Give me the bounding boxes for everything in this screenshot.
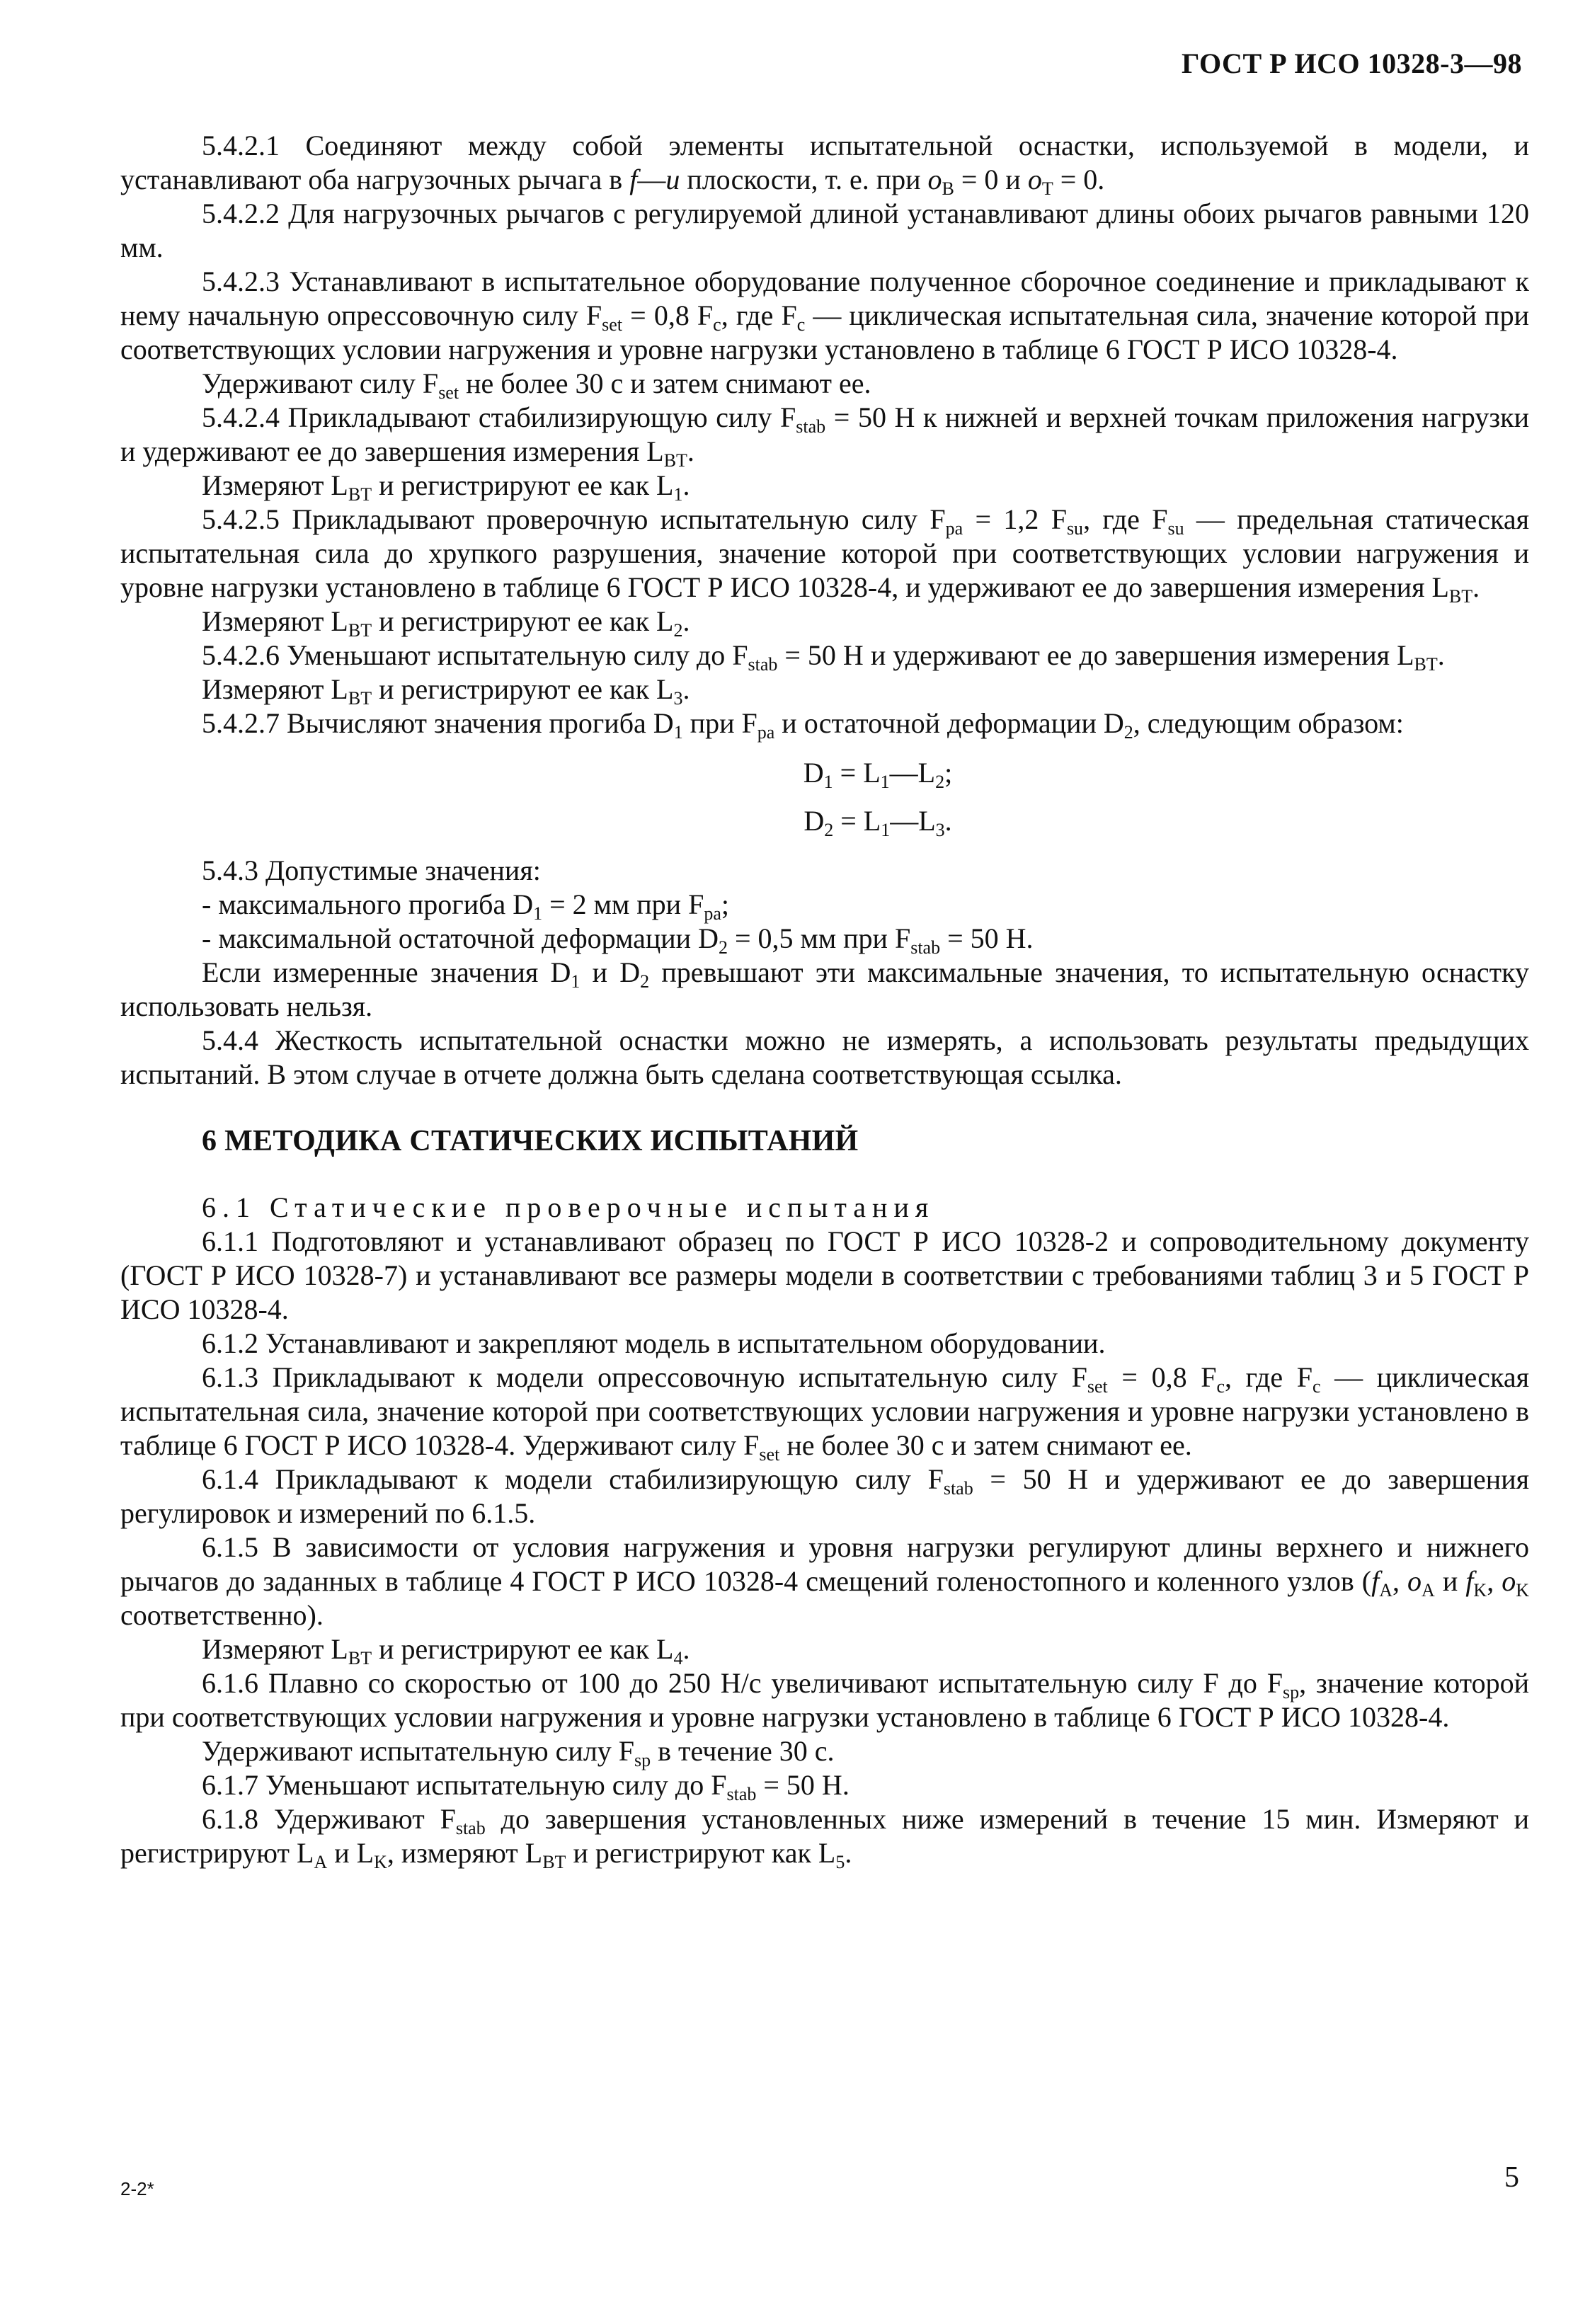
paragraph-hold-fset: Удерживают силу $F_{set}$ не более 30 с и затем снимают ее.	[202, 367, 871, 403]
paragraph-hold-fsp: Удерживают испытательную силу $F_{sp}$ в течение 30 с.	[202, 1735, 835, 1770]
paragraph-5-4-2-7: 5.4.2.7 Вычисляют значения прогиба $D_1$ при $F_{pa}$ и остаточной деформации $D_2$, следующим образом:	[202, 707, 1404, 743]
section-heading-6: 6 МЕТОДИКА СТАТИЧЕСКИХ ИСПЫТАНИЙ	[202, 1125, 859, 1157]
subsection-title-6-1: 6.1 Статические проверочные испытания	[202, 1191, 935, 1223]
paragraph-6-1-7: 6.1.7 Уменьшают испытательную силу до $F_{stab} = 50$ Н.	[202, 1769, 850, 1804]
formula-d1: $D_1$ = $L_1—L_2$;	[803, 757, 953, 792]
document-body	[120, 129, 1529, 1870]
paragraph-measure-l1: Измеряют $L_{BT}$ и регистрируют ее как $L_1$.	[202, 469, 690, 505]
paragraph-6-1-5: 6.1.5 В зависимости от условия нагружения и уровня нагрузки регулируют длины верхнего и нижнего рычагов до заданных в таблице 4 ГОСТ Р ИСО 10328-4 смещений голеностопного и коленного узлов ($f_A$, $o_A$ и $f_K$, $o_K$ соответственно).	[120, 1531, 1530, 1631]
list-item-max-residual-deformation: - максимальной остаточной деформации $D_2 = 0,5$ мм при $F_{stab} = 50$ Н.	[202, 922, 1034, 958]
paragraph-5-4-2-3: 5.4.2.3 Устанавливают в испытательное оборудование полученное сборочное соединение и прикладывают к нему начальную опрессовочную силу $F_{set} = 0,8$ $F_c$, где $F_c$ — циклическая испытательная сила, значение которой при соответствующих условии нагружения и уровне нагрузки установлено в таблице 6 ГОСТ Р ИСО 10328-4.	[120, 265, 1529, 365]
page-number: 5	[1504, 2161, 1519, 2194]
paragraph-6-1-6: 6.1.6 Плавно со скоростью от 100 до 250 Н/с увеличивают испытательную силу F до $F_{sp}$, значение которой при соответствующих условии нагружения и уровне нагрузки установлено в таблице 6 ГОСТ Р ИСО 10328-4.	[120, 1667, 1529, 1733]
paragraph-5-4-2-1: 5.4.2.1 Соединяют между собой элементы испытательной оснастки, используемой в модели, и устанавливают оба нагрузочных рычага в f—u плоскости, т. е. при $o_B = 0$ и $o_T = 0$.	[120, 130, 1529, 199]
paragraph-exceed-limits: Если измеренные значения $D_1$ и $D_2$ превышают эти максимальные значения, то испытательную оснастку использовать нельзя.	[120, 956, 1530, 1022]
paragraph-measure-l3: Измеряют $L_{BT}$ и регистрируют ее как $L_3$.	[202, 673, 690, 709]
paragraph-5-4-4: 5.4.4 Жесткость испытательной оснастки можно не измерять, а использовать результаты предыдущих испытаний. В этом случае в отчете должна быть сделана соответствующая ссылка.	[120, 1024, 1529, 1090]
paragraph-6-1-1: 6.1.1 Подготовляют и устанавливают образец по ГОСТ Р ИСО 10328-2 и сопроводительному документу (ГОСТ Р ИСО 10328-7) и устанавливают все размеры модели в соответствии с требованиями таблиц 3 и 5 ГОСТ Р ИСО 10328-4.	[120, 1225, 1529, 1325]
paragraph-5-4-2-2: 5.4.2.2 Для нагрузочных рычагов с регулируемой длиной устанавливают длины обоих рычагов равными 120 мм.	[120, 198, 1529, 263]
list-item-max-deflection: - максимального прогиба $D_1 = 2$ мм при $F_{pa}$;	[202, 888, 730, 924]
paragraph-5-4-2-5: 5.4.2.5 Прикладывают проверочную испытательную силу $F_{pa} = 1,2$ $F_{su}$, где $F_{su}$ — предельная статическая испытательная сила до хрупкого разрушения, значение которой при соответствующих условии нагружения и уровне нагрузки установлено в таблице 6 ГОСТ Р ИСО 10328-4, и удерживают ее до завершения измерения $L_{BT}$.	[120, 503, 1529, 607]
paragraph-6-1-8: 6.1.8 Удерживают $F_{stab}$ до завершения установленных ниже измерений в течение 15 мин. Измеряют и регистрируют $L_A$ и $L_K$, измеряют $L_{BT}$ и регистрируют как $L_5$.	[120, 1803, 1530, 1872]
paragraph-6-1-2: 6.1.2 Устанавливают и закрепляют модель в испытательном оборудовании.	[202, 1327, 1106, 1359]
footer-signature-mark: 2-2*	[120, 2178, 154, 2199]
paragraph-5-4-2-6: 5.4.2.6 Уменьшают испытательную силу до $F_{stab} = 50$ Н и удерживают ее до завершения измерения $L_{BT}$.	[202, 639, 1445, 675]
paragraph-measure-l4: Измеряют $L_{BT}$ и регистрируют ее как $L_4$.	[202, 1633, 690, 1668]
paragraph-measure-l2: Измеряют $L_{BT}$ и регистрируют ее как $L_2$.	[202, 605, 690, 641]
formula-d2: $D_2$ = $L_1—L_3$.	[803, 805, 952, 840]
paragraph-6-1-3: 6.1.3 Прикладывают к модели опрессовочную испытательную силу $F_{set} = 0,8$ $F_c$, где $F_c$ — циклическая испытательная сила, значение которой при соответствующих условии нагружения и уровне нагрузки установлено в таблице 6 ГОСТ Р ИСО 10328-4. Удерживают силу $F_{set}$ не более 30 с и затем снимают ее.	[120, 1361, 1530, 1465]
paragraph-5-4-2-4: 5.4.2.4 Прикладывают стабилизирующую силу $F_{stab} = 50$ Н к нижней и верхней точкам приложения нагрузки и удерживают ее до завершения измерения $L_{BT}$.	[120, 401, 1529, 471]
paragraph-6-1-4: 6.1.4 Прикладывают к модели стабилизирующую силу $F_{stab} = 50$ Н и удерживают ее до завершения регулировок и измерений по 6.1.5.	[120, 1463, 1529, 1529]
paragraph-5-4-3: 5.4.3 Допустимые значения:	[202, 854, 541, 886]
page-header-standard: ГОСТ Р ИСО 10328-3—98	[1182, 47, 1522, 79]
